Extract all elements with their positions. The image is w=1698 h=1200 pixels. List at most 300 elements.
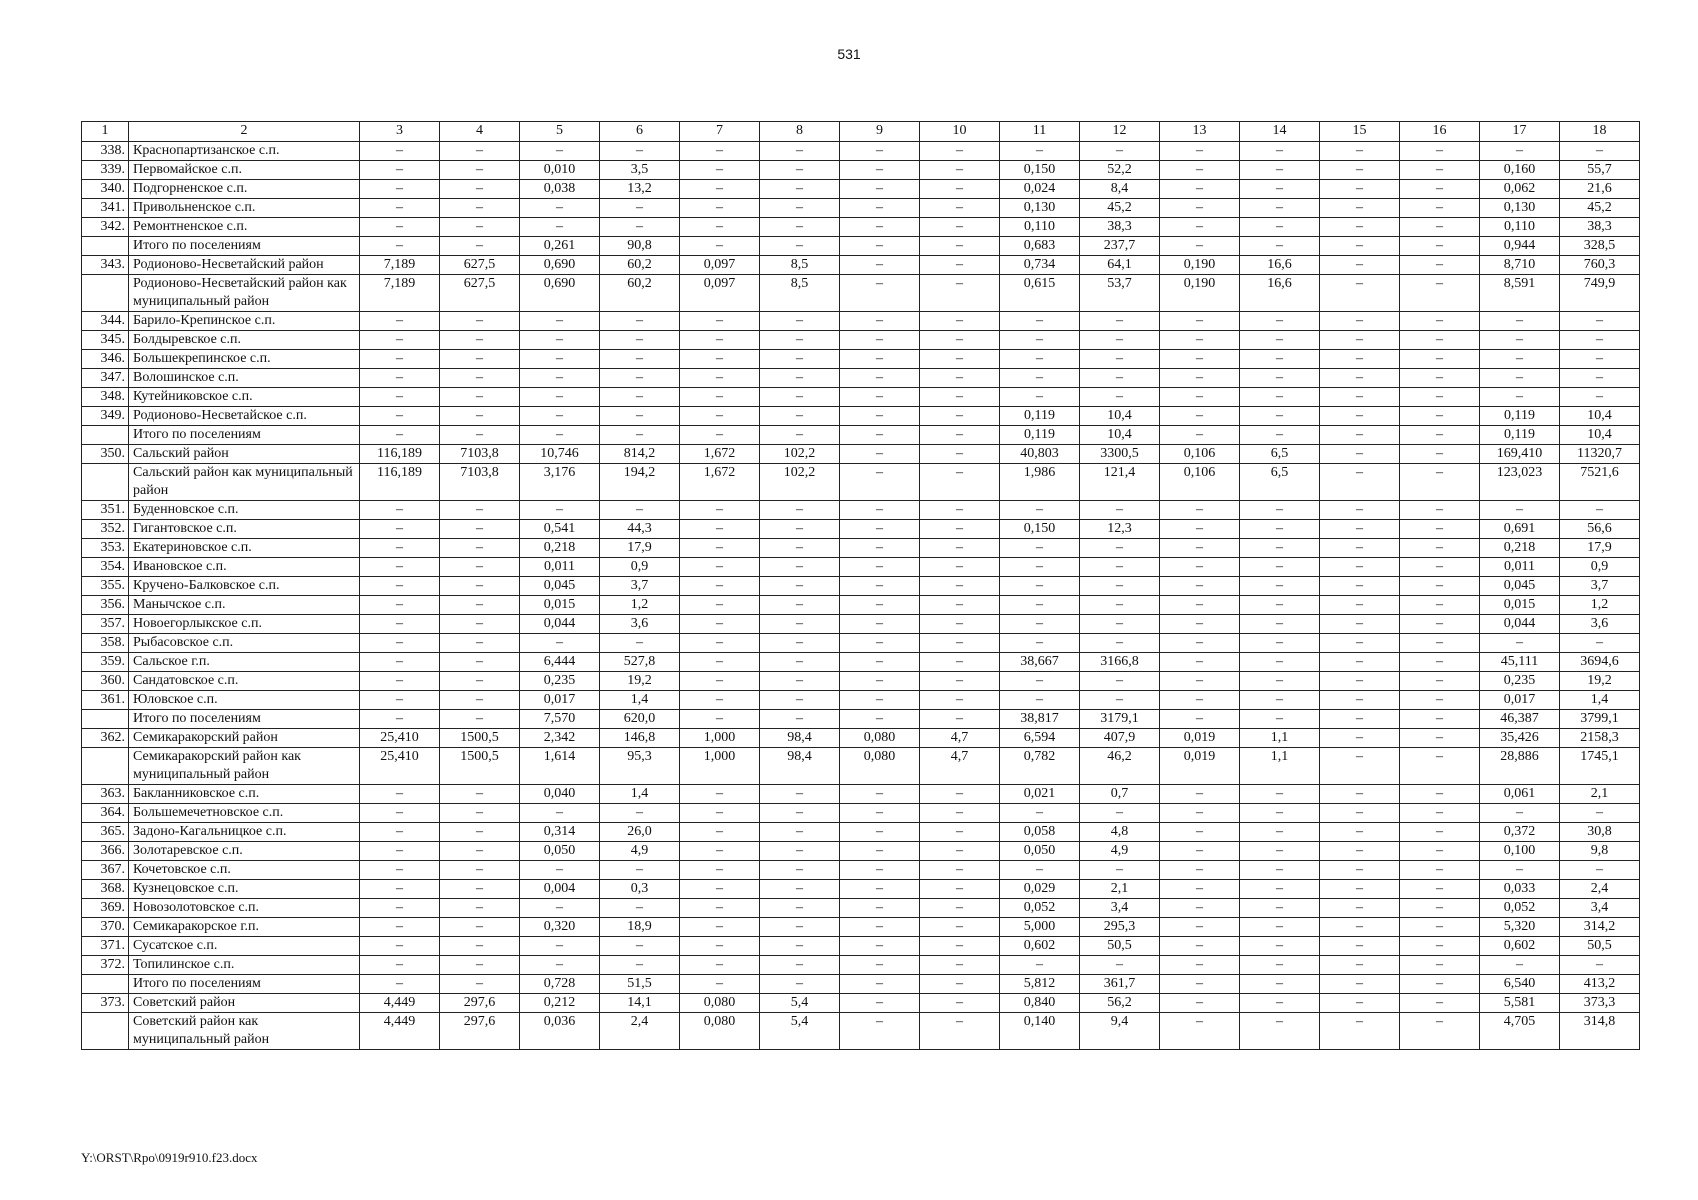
cell-col-9: –	[840, 445, 920, 464]
cell-col-16: –	[1400, 237, 1480, 256]
cell-col-4: –	[440, 615, 520, 634]
row-number: 373.	[82, 994, 129, 1013]
cell-col-12: 295,3	[1080, 918, 1160, 937]
cell-col-5: 0,017	[520, 691, 600, 710]
cell-col-14: 6,5	[1240, 464, 1320, 501]
cell-col-10: –	[920, 918, 1000, 937]
column-header-13: 13	[1160, 122, 1240, 142]
cell-col-15: –	[1320, 388, 1400, 407]
cell-col-10: –	[920, 804, 1000, 823]
cell-col-11: –	[1000, 672, 1080, 691]
cell-col-7: –	[680, 672, 760, 691]
cell-col-4: –	[440, 237, 520, 256]
row-number: 370.	[82, 918, 129, 937]
cell-col-16: –	[1400, 501, 1480, 520]
cell-col-12: 3,4	[1080, 899, 1160, 918]
cell-col-12: –	[1080, 634, 1160, 653]
table-row	[82, 426, 1640, 445]
cell-col-12: 56,2	[1080, 994, 1160, 1013]
cell-col-11: –	[1000, 596, 1080, 615]
cell-col-4: –	[440, 388, 520, 407]
cell-col-15: –	[1320, 634, 1400, 653]
row-name: Ремонтненское с.п.	[129, 218, 360, 237]
cell-col-17: 6,540	[1480, 975, 1560, 994]
cell-col-15: –	[1320, 445, 1400, 464]
cell-col-11: 0,050	[1000, 842, 1080, 861]
cell-col-8: –	[760, 180, 840, 199]
cell-col-6: 194,2	[600, 464, 680, 501]
table-row	[82, 899, 1640, 918]
cell-col-3: –	[360, 426, 440, 445]
cell-col-6: –	[600, 956, 680, 975]
cell-col-16: –	[1400, 577, 1480, 596]
cell-col-4: –	[440, 634, 520, 653]
row-name: Кочетовское с.п.	[129, 861, 360, 880]
cell-col-13: –	[1160, 331, 1240, 350]
cell-col-4: –	[440, 937, 520, 956]
table-row	[82, 520, 1640, 539]
cell-col-15: –	[1320, 994, 1400, 1013]
cell-col-7: –	[680, 539, 760, 558]
cell-col-13: –	[1160, 426, 1240, 445]
cell-col-5: –	[520, 331, 600, 350]
row-number: 359.	[82, 653, 129, 672]
cell-col-7: –	[680, 975, 760, 994]
cell-col-17: 35,426	[1480, 729, 1560, 748]
cell-col-13: –	[1160, 672, 1240, 691]
cell-col-8: –	[760, 161, 840, 180]
cell-col-18: 38,3	[1560, 218, 1640, 237]
cell-col-8: –	[760, 596, 840, 615]
cell-col-16: –	[1400, 899, 1480, 918]
cell-col-16: –	[1400, 218, 1480, 237]
cell-col-4: –	[440, 520, 520, 539]
cell-col-16: –	[1400, 388, 1480, 407]
cell-col-8: –	[760, 880, 840, 899]
cell-col-8: –	[760, 501, 840, 520]
row-number: 348.	[82, 388, 129, 407]
row-number	[82, 748, 129, 785]
row-name: Сусатское с.п.	[129, 937, 360, 956]
cell-col-3: –	[360, 710, 440, 729]
cell-col-7: 0,097	[680, 256, 760, 275]
table-row	[82, 918, 1640, 937]
cell-col-18: 2158,3	[1560, 729, 1640, 748]
cell-col-17: 5,320	[1480, 918, 1560, 937]
cell-col-11: 0,140	[1000, 1013, 1080, 1050]
cell-col-11: –	[1000, 312, 1080, 331]
cell-col-15: –	[1320, 861, 1400, 880]
row-name: Топилинское с.п.	[129, 956, 360, 975]
cell-col-16: –	[1400, 180, 1480, 199]
cell-col-9: –	[840, 861, 920, 880]
cell-col-13: –	[1160, 691, 1240, 710]
cell-col-16: –	[1400, 975, 1480, 994]
cell-col-12: –	[1080, 956, 1160, 975]
cell-col-8: –	[760, 956, 840, 975]
cell-col-14: 16,6	[1240, 275, 1320, 312]
cell-col-4: –	[440, 653, 520, 672]
cell-col-17: 123,023	[1480, 464, 1560, 501]
cell-col-12: 4,9	[1080, 842, 1160, 861]
cell-col-17: 0,044	[1480, 615, 1560, 634]
column-header-18: 18	[1560, 122, 1640, 142]
cell-col-17: –	[1480, 369, 1560, 388]
cell-col-9: –	[840, 520, 920, 539]
cell-col-16: –	[1400, 710, 1480, 729]
row-name: Сальское г.п.	[129, 653, 360, 672]
cell-col-8: –	[760, 558, 840, 577]
cell-col-9: –	[840, 218, 920, 237]
cell-col-14: –	[1240, 161, 1320, 180]
cell-col-11: –	[1000, 388, 1080, 407]
cell-col-5: –	[520, 350, 600, 369]
row-number: 349.	[82, 407, 129, 426]
cell-col-5: 0,320	[520, 918, 600, 937]
cell-col-6: –	[600, 199, 680, 218]
cell-col-7: –	[680, 520, 760, 539]
header-row	[82, 122, 1640, 142]
cell-col-17: –	[1480, 804, 1560, 823]
cell-col-15: –	[1320, 180, 1400, 199]
cell-col-10: –	[920, 539, 1000, 558]
cell-col-11: –	[1000, 501, 1080, 520]
cell-col-7: –	[680, 615, 760, 634]
cell-col-15: –	[1320, 256, 1400, 275]
table-row	[82, 312, 1640, 331]
table-row	[82, 445, 1640, 464]
cell-col-15: –	[1320, 161, 1400, 180]
cell-col-11: 0,130	[1000, 199, 1080, 218]
cell-col-12: –	[1080, 596, 1160, 615]
row-number: 358.	[82, 634, 129, 653]
row-number: 340.	[82, 180, 129, 199]
cell-col-15: –	[1320, 577, 1400, 596]
cell-col-16: –	[1400, 199, 1480, 218]
cell-col-9: –	[840, 615, 920, 634]
row-name: Привольненское с.п.	[129, 199, 360, 218]
cell-col-15: –	[1320, 918, 1400, 937]
row-name: Манычское с.п.	[129, 596, 360, 615]
cell-col-17: 8,591	[1480, 275, 1560, 312]
cell-col-12: 0,7	[1080, 785, 1160, 804]
table-row	[82, 975, 1640, 994]
row-name: Родионово-Несветайский район как муниципальный район	[129, 275, 360, 312]
cell-col-5: 0,038	[520, 180, 600, 199]
cell-col-12: –	[1080, 142, 1160, 161]
cell-col-7: –	[680, 312, 760, 331]
cell-col-3: –	[360, 199, 440, 218]
cell-col-18: 314,8	[1560, 1013, 1640, 1050]
cell-col-12: –	[1080, 861, 1160, 880]
column-header-12: 12	[1080, 122, 1160, 142]
cell-col-15: –	[1320, 956, 1400, 975]
cell-col-17: 0,110	[1480, 218, 1560, 237]
cell-col-16: –	[1400, 331, 1480, 350]
cell-col-10: –	[920, 558, 1000, 577]
cell-col-6: 0,9	[600, 558, 680, 577]
table-row	[82, 388, 1640, 407]
cell-col-7: –	[680, 804, 760, 823]
cell-col-15: –	[1320, 748, 1400, 785]
cell-col-12: –	[1080, 369, 1160, 388]
cell-col-10: –	[920, 880, 1000, 899]
column-header-11: 11	[1000, 122, 1080, 142]
cell-col-17: –	[1480, 331, 1560, 350]
cell-col-13: –	[1160, 161, 1240, 180]
cell-col-3: –	[360, 237, 440, 256]
cell-col-11: –	[1000, 577, 1080, 596]
cell-col-6: 26,0	[600, 823, 680, 842]
cell-col-17: –	[1480, 142, 1560, 161]
cell-col-9: –	[840, 161, 920, 180]
cell-col-6: 620,0	[600, 710, 680, 729]
cell-col-12: 38,3	[1080, 218, 1160, 237]
cell-col-4: –	[440, 501, 520, 520]
cell-col-14: –	[1240, 237, 1320, 256]
cell-col-17: 8,710	[1480, 256, 1560, 275]
cell-col-4: –	[440, 823, 520, 842]
row-name: Новозолотовское с.п.	[129, 899, 360, 918]
cell-col-17: 0,061	[1480, 785, 1560, 804]
cell-col-8: –	[760, 899, 840, 918]
cell-col-5: 6,444	[520, 653, 600, 672]
cell-col-3: –	[360, 672, 440, 691]
cell-col-9: –	[840, 842, 920, 861]
row-name: Итого по поселениям	[129, 426, 360, 445]
cell-col-3: 116,189	[360, 464, 440, 501]
cell-col-3: –	[360, 975, 440, 994]
cell-col-17: 46,387	[1480, 710, 1560, 729]
cell-col-5: 0,261	[520, 237, 600, 256]
cell-col-14: –	[1240, 956, 1320, 975]
cell-col-18: 749,9	[1560, 275, 1640, 312]
cell-col-4: –	[440, 842, 520, 861]
row-name: Бакланниковское с.п.	[129, 785, 360, 804]
cell-col-6: –	[600, 899, 680, 918]
cell-col-9: –	[840, 180, 920, 199]
cell-col-8: –	[760, 842, 840, 861]
cell-col-9: –	[840, 577, 920, 596]
cell-col-3: –	[360, 918, 440, 937]
cell-col-9: –	[840, 199, 920, 218]
row-name: Золотаревское с.п.	[129, 842, 360, 861]
cell-col-11: 5,812	[1000, 975, 1080, 994]
cell-col-16: –	[1400, 937, 1480, 956]
cell-col-18: –	[1560, 804, 1640, 823]
cell-col-17: 0,944	[1480, 237, 1560, 256]
cell-col-5: –	[520, 899, 600, 918]
cell-col-14: 16,6	[1240, 256, 1320, 275]
cell-col-8: –	[760, 142, 840, 161]
cell-col-9: –	[840, 350, 920, 369]
cell-col-11: 0,840	[1000, 994, 1080, 1013]
cell-col-10: –	[920, 407, 1000, 426]
cell-col-10: –	[920, 350, 1000, 369]
cell-col-12: 237,7	[1080, 237, 1160, 256]
cell-col-8: –	[760, 653, 840, 672]
cell-col-11: 5,000	[1000, 918, 1080, 937]
cell-col-5: 0,045	[520, 577, 600, 596]
cell-col-10: –	[920, 1013, 1000, 1050]
cell-col-8: –	[760, 672, 840, 691]
cell-col-7: 1,000	[680, 729, 760, 748]
row-name: Большекрепинское с.п.	[129, 350, 360, 369]
row-number: 371.	[82, 937, 129, 956]
cell-col-9: –	[840, 956, 920, 975]
cell-col-6: 527,8	[600, 653, 680, 672]
cell-col-12: 45,2	[1080, 199, 1160, 218]
row-name: Сальский район	[129, 445, 360, 464]
cell-col-10: –	[920, 634, 1000, 653]
cell-col-8: –	[760, 918, 840, 937]
cell-col-8: –	[760, 331, 840, 350]
cell-col-5: 0,541	[520, 520, 600, 539]
column-header-15: 15	[1320, 122, 1400, 142]
cell-col-15: –	[1320, 975, 1400, 994]
cell-col-6: –	[600, 369, 680, 388]
cell-col-16: –	[1400, 729, 1480, 748]
cell-col-15: –	[1320, 464, 1400, 501]
cell-col-6: –	[600, 937, 680, 956]
row-number	[82, 275, 129, 312]
cell-col-13: –	[1160, 804, 1240, 823]
cell-col-17: 0,017	[1480, 691, 1560, 710]
cell-col-17: 0,100	[1480, 842, 1560, 861]
cell-col-16: –	[1400, 804, 1480, 823]
row-number: 344.	[82, 312, 129, 331]
column-header-3: 3	[360, 122, 440, 142]
cell-col-14: –	[1240, 218, 1320, 237]
cell-col-6: 19,2	[600, 672, 680, 691]
column-header-10: 10	[920, 122, 1000, 142]
row-name: Подгорненское с.п.	[129, 180, 360, 199]
cell-col-12: –	[1080, 312, 1160, 331]
cell-col-18: 3,7	[1560, 577, 1640, 596]
row-name: Первомайское с.п.	[129, 161, 360, 180]
cell-col-3: 7,189	[360, 275, 440, 312]
cell-col-5: –	[520, 199, 600, 218]
cell-col-3: –	[360, 520, 440, 539]
cell-col-16: –	[1400, 161, 1480, 180]
cell-col-9: –	[840, 634, 920, 653]
row-name: Гигантовское с.п.	[129, 520, 360, 539]
cell-col-7: –	[680, 577, 760, 596]
cell-col-6: 44,3	[600, 520, 680, 539]
cell-col-17: 0,130	[1480, 199, 1560, 218]
cell-col-9: 0,080	[840, 729, 920, 748]
cell-col-13: –	[1160, 520, 1240, 539]
cell-col-10: –	[920, 142, 1000, 161]
cell-col-3: –	[360, 596, 440, 615]
cell-col-10: –	[920, 672, 1000, 691]
column-header-7: 7	[680, 122, 760, 142]
cell-col-3: –	[360, 388, 440, 407]
cell-col-7: –	[680, 823, 760, 842]
cell-col-6: 17,9	[600, 539, 680, 558]
cell-col-11: 38,817	[1000, 710, 1080, 729]
table-row	[82, 275, 1640, 312]
row-number: 372.	[82, 956, 129, 975]
row-name: Семикаракорский район	[129, 729, 360, 748]
cell-col-14: –	[1240, 918, 1320, 937]
cell-col-5: 0,218	[520, 539, 600, 558]
cell-col-10: –	[920, 596, 1000, 615]
cell-col-14: –	[1240, 823, 1320, 842]
cell-col-14: –	[1240, 331, 1320, 350]
cell-col-15: –	[1320, 199, 1400, 218]
row-name: Семикаракорское г.п.	[129, 918, 360, 937]
table-row	[82, 804, 1640, 823]
cell-col-6: 4,9	[600, 842, 680, 861]
row-number: 353.	[82, 539, 129, 558]
cell-col-7: –	[680, 237, 760, 256]
cell-col-15: –	[1320, 937, 1400, 956]
row-number: 338.	[82, 142, 129, 161]
cell-col-13: –	[1160, 615, 1240, 634]
cell-col-11: –	[1000, 558, 1080, 577]
cell-col-13: 0,106	[1160, 464, 1240, 501]
cell-col-8: –	[760, 634, 840, 653]
row-name: Итого по поселениям	[129, 710, 360, 729]
cell-col-12: 52,2	[1080, 161, 1160, 180]
cell-col-4: –	[440, 899, 520, 918]
cell-col-3: –	[360, 880, 440, 899]
row-number: 343.	[82, 256, 129, 275]
row-name: Сандатовское с.п.	[129, 672, 360, 691]
cell-col-9: –	[840, 823, 920, 842]
cell-col-11: –	[1000, 350, 1080, 369]
cell-col-5: 0,036	[520, 1013, 600, 1050]
cell-col-18: 7521,6	[1560, 464, 1640, 501]
cell-col-5: 0,044	[520, 615, 600, 634]
cell-col-11: 0,150	[1000, 161, 1080, 180]
cell-col-11: 0,734	[1000, 256, 1080, 275]
cell-col-18: 373,3	[1560, 994, 1640, 1013]
cell-col-11: 0,021	[1000, 785, 1080, 804]
cell-col-12: –	[1080, 577, 1160, 596]
cell-col-8: –	[760, 577, 840, 596]
cell-col-7: –	[680, 785, 760, 804]
cell-col-12: 10,4	[1080, 407, 1160, 426]
cell-col-13: –	[1160, 539, 1240, 558]
cell-col-10: –	[920, 615, 1000, 634]
row-number: 341.	[82, 199, 129, 218]
cell-col-7: 1,672	[680, 445, 760, 464]
cell-col-12: 46,2	[1080, 748, 1160, 785]
cell-col-16: –	[1400, 785, 1480, 804]
cell-col-13: –	[1160, 956, 1240, 975]
cell-col-10: –	[920, 312, 1000, 331]
row-name: Итого по поселениям	[129, 975, 360, 994]
cell-col-3: –	[360, 350, 440, 369]
cell-col-6: 814,2	[600, 445, 680, 464]
cell-col-11: 0,602	[1000, 937, 1080, 956]
cell-col-3: –	[360, 501, 440, 520]
cell-col-16: –	[1400, 142, 1480, 161]
cell-col-10: –	[920, 691, 1000, 710]
cell-col-15: –	[1320, 520, 1400, 539]
cell-col-8: –	[760, 691, 840, 710]
cell-col-9: –	[840, 710, 920, 729]
cell-col-14: –	[1240, 710, 1320, 729]
cell-col-4: 7103,8	[440, 445, 520, 464]
column-header-4: 4	[440, 122, 520, 142]
cell-col-9: –	[840, 388, 920, 407]
cell-col-14: –	[1240, 861, 1320, 880]
cell-col-17: 0,033	[1480, 880, 1560, 899]
cell-col-4: –	[440, 558, 520, 577]
